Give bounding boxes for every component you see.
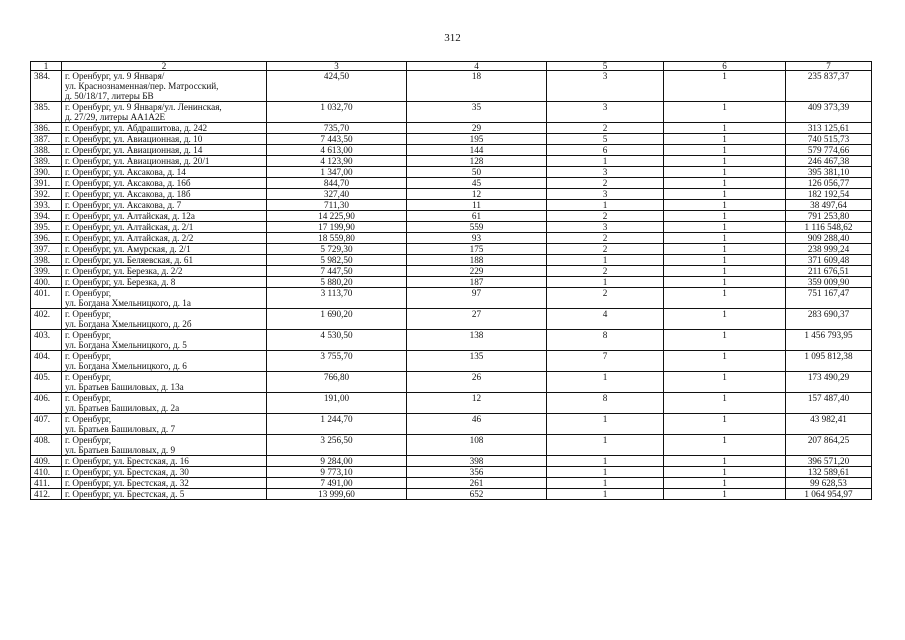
column-5-cell: 8 xyxy=(547,393,664,414)
address-cell xyxy=(62,178,267,189)
column-4-cell: 61 xyxy=(407,211,547,222)
column-header: 4 xyxy=(407,62,547,71)
column-3-cell: 424,50 xyxy=(267,71,407,102)
address-line: г. Оренбург, xyxy=(65,309,112,319)
column-5-cell: 1 xyxy=(547,467,664,478)
column-4-cell: 108 xyxy=(407,435,547,456)
address-cell xyxy=(62,233,267,244)
column-7-cell: 126 056,77 xyxy=(786,178,872,189)
address-cell xyxy=(62,478,267,489)
row-number-cell: 412. xyxy=(31,489,62,500)
address-cell xyxy=(62,123,267,134)
column-4-cell: 188 xyxy=(407,255,547,266)
address-line: г. Оренбург, ул. Березка, д. 2/2 xyxy=(65,266,183,276)
column-number-row xyxy=(31,62,872,71)
table-row xyxy=(31,489,872,500)
column-3-cell: 7 443,50 xyxy=(267,134,407,145)
column-7-cell: 1 456 793,95 xyxy=(786,330,872,351)
column-7-cell: 395 381,10 xyxy=(786,167,872,178)
column-7-cell: 371 609,48 xyxy=(786,255,872,266)
address-cell xyxy=(62,309,267,330)
address-cell xyxy=(62,414,267,435)
table-row xyxy=(31,467,872,478)
column-3-cell: 7 447,50 xyxy=(267,266,407,277)
column-4-cell: 29 xyxy=(407,123,547,134)
column-3-cell: 3 755,70 xyxy=(267,351,407,372)
table-row xyxy=(31,71,872,102)
row-number-cell: 402. xyxy=(31,309,62,330)
column-4-cell: 135 xyxy=(407,351,547,372)
row-number-cell: 389. xyxy=(31,156,62,167)
row-number-cell: 387. xyxy=(31,134,62,145)
column-3-cell: 1 032,70 xyxy=(267,102,407,123)
column-5-cell: 1 xyxy=(547,478,664,489)
table-row xyxy=(31,200,872,211)
row-number-cell: 400. xyxy=(31,277,62,288)
column-3-cell: 18 559,80 xyxy=(267,233,407,244)
address-cell xyxy=(62,288,267,309)
row-number-cell: 393. xyxy=(31,200,62,211)
row-number-cell: 384. xyxy=(31,71,62,102)
column-4-cell: 175 xyxy=(407,244,547,255)
column-7-cell: 359 009,90 xyxy=(786,277,872,288)
column-7-cell: 791 253,80 xyxy=(786,211,872,222)
column-6-cell: 1 xyxy=(664,255,786,266)
address-line: г. Оренбург, xyxy=(65,330,112,340)
column-4-cell: 652 xyxy=(407,489,547,500)
column-7-cell: 313 125,61 xyxy=(786,123,872,134)
address-line: г. Оренбург, ул. Брестская, д. 32 xyxy=(65,478,189,488)
column-6-cell: 1 xyxy=(664,233,786,244)
address-cell xyxy=(62,189,267,200)
table-row xyxy=(31,414,872,435)
address-cell xyxy=(62,167,267,178)
column-7-cell: 1 064 954,97 xyxy=(786,489,872,500)
column-4-cell: 398 xyxy=(407,456,547,467)
address-line: ул. Краснознаменная/пер. Матросский, xyxy=(65,81,219,91)
table-row xyxy=(31,277,872,288)
column-3-cell: 13 999,60 xyxy=(267,489,407,500)
column-3-cell: 4 530,50 xyxy=(267,330,407,351)
table-row xyxy=(31,167,872,178)
column-4-cell: 12 xyxy=(407,189,547,200)
column-4-cell: 144 xyxy=(407,145,547,156)
address-line: ул. Братьев Башиловых, д. 7 xyxy=(65,424,176,434)
column-5-cell: 4 xyxy=(547,309,664,330)
column-5-cell: 2 xyxy=(547,123,664,134)
row-number-cell: 408. xyxy=(31,435,62,456)
column-7-cell: 38 497,64 xyxy=(786,200,872,211)
row-number-cell: 409. xyxy=(31,456,62,467)
column-3-cell: 711,30 xyxy=(267,200,407,211)
column-5-cell: 1 xyxy=(547,372,664,393)
address-cell xyxy=(62,393,267,414)
address-cell xyxy=(62,372,267,393)
address-line: г. Оренбург, ул. Брестская, д. 5 xyxy=(65,489,185,499)
column-3-cell: 4 123,90 xyxy=(267,156,407,167)
column-3-cell: 735,70 xyxy=(267,123,407,134)
table-row xyxy=(31,233,872,244)
address-cell xyxy=(62,330,267,351)
column-6-cell: 1 xyxy=(664,167,786,178)
column-3-cell: 14 225,90 xyxy=(267,211,407,222)
column-5-cell: 1 xyxy=(547,489,664,500)
address-cell xyxy=(62,456,267,467)
column-6-cell: 1 xyxy=(664,145,786,156)
column-4-cell: 195 xyxy=(407,134,547,145)
column-7-cell: 283 690,37 xyxy=(786,309,872,330)
column-6-cell: 1 xyxy=(664,102,786,123)
row-number-cell: 398. xyxy=(31,255,62,266)
column-3-cell: 9 773,10 xyxy=(267,467,407,478)
column-7-cell: 1 095 812,38 xyxy=(786,351,872,372)
page-number: 312 xyxy=(444,32,461,44)
table-row xyxy=(31,435,872,456)
column-7-cell: 207 864,25 xyxy=(786,435,872,456)
row-number-cell: 385. xyxy=(31,102,62,123)
column-4-cell: 12 xyxy=(407,393,547,414)
address-cell xyxy=(62,244,267,255)
row-number-cell: 386. xyxy=(31,123,62,134)
address-line: г. Оренбург, xyxy=(65,435,112,445)
table-row xyxy=(31,222,872,233)
column-5-cell: 2 xyxy=(547,288,664,309)
column-4-cell: 261 xyxy=(407,478,547,489)
address-line: г. Оренбург, ул. Беляевская, д. 61 xyxy=(65,255,194,265)
column-7-cell: 909 288,40 xyxy=(786,233,872,244)
column-7-cell: 173 490,29 xyxy=(786,372,872,393)
column-4-cell: 18 xyxy=(407,71,547,102)
table-row xyxy=(31,244,872,255)
column-6-cell: 1 xyxy=(664,393,786,414)
address-cell xyxy=(62,71,267,102)
address-line: г. Оренбург, ул. Брестская, д. 16 xyxy=(65,456,189,466)
address-line: г. Оренбург, xyxy=(65,393,112,403)
address-line: г. Оренбург, ул. Алтайская, д. 2/1 xyxy=(65,222,194,232)
table-row xyxy=(31,102,872,123)
table-row xyxy=(31,145,872,156)
column-6-cell: 1 xyxy=(664,178,786,189)
column-6-cell: 1 xyxy=(664,435,786,456)
column-5-cell: 1 xyxy=(547,456,664,467)
column-3-cell: 17 199,90 xyxy=(267,222,407,233)
column-4-cell: 187 xyxy=(407,277,547,288)
table-row xyxy=(31,393,872,414)
column-3-cell: 191,00 xyxy=(267,393,407,414)
column-6-cell: 1 xyxy=(664,156,786,167)
address-line: д. 27/29, литеры АА1А2Е xyxy=(65,112,166,122)
address-line: ул. Богдана Хмельницкого, д. 6 xyxy=(65,361,187,371)
column-5-cell: 6 xyxy=(547,145,664,156)
column-4-cell: 128 xyxy=(407,156,547,167)
column-5-cell: 3 xyxy=(547,102,664,123)
address-line: г. Оренбург, ул. 9 Января/ xyxy=(65,71,165,81)
column-7-cell: 99 628,53 xyxy=(786,478,872,489)
column-3-cell: 844,70 xyxy=(267,178,407,189)
column-5-cell: 3 xyxy=(547,222,664,233)
column-5-cell: 8 xyxy=(547,330,664,351)
column-3-cell: 766,80 xyxy=(267,372,407,393)
column-4-cell: 45 xyxy=(407,178,547,189)
column-3-cell: 1 347,00 xyxy=(267,167,407,178)
column-3-cell: 9 284,00 xyxy=(267,456,407,467)
table-row xyxy=(31,156,872,167)
address-cell xyxy=(62,351,267,372)
column-6-cell: 1 xyxy=(664,467,786,478)
column-7-cell: 43 982,41 xyxy=(786,414,872,435)
row-number-cell: 404. xyxy=(31,351,62,372)
address-cell xyxy=(62,145,267,156)
column-6-cell: 1 xyxy=(664,244,786,255)
address-line: г. Оренбург, xyxy=(65,372,112,382)
address-line: г. Оренбург, ул. Аксакова, д. 16б xyxy=(65,178,191,188)
column-4-cell: 26 xyxy=(407,372,547,393)
column-header: 3 xyxy=(267,62,407,71)
column-6-cell: 1 xyxy=(664,309,786,330)
column-7-cell: 579 774,66 xyxy=(786,145,872,156)
column-5-cell: 1 xyxy=(547,414,664,435)
table-row xyxy=(31,288,872,309)
column-3-cell: 5 729,30 xyxy=(267,244,407,255)
table-row xyxy=(31,351,872,372)
row-number-cell: 392. xyxy=(31,189,62,200)
address-cell xyxy=(62,266,267,277)
column-3-cell: 3 256,50 xyxy=(267,435,407,456)
column-7-cell: 740 515,73 xyxy=(786,134,872,145)
row-number-cell: 388. xyxy=(31,145,62,156)
column-header: 7 xyxy=(786,62,872,71)
column-6-cell: 1 xyxy=(664,414,786,435)
address-line: д. 50/18/17, литеры БВ xyxy=(65,91,154,101)
table-row xyxy=(31,134,872,145)
address-cell xyxy=(62,200,267,211)
column-7-cell: 409 373,39 xyxy=(786,102,872,123)
column-3-cell: 3 113,70 xyxy=(267,288,407,309)
column-3-cell: 1 244,70 xyxy=(267,414,407,435)
column-header: 6 xyxy=(664,62,786,71)
address-cell xyxy=(62,277,267,288)
registry-table xyxy=(30,61,872,500)
row-number-cell: 390. xyxy=(31,167,62,178)
table-row xyxy=(31,178,872,189)
column-3-cell: 1 690,20 xyxy=(267,309,407,330)
address-line: ул. Богдана Хмельницкого, д. 5 xyxy=(65,340,187,350)
column-4-cell: 138 xyxy=(407,330,547,351)
address-line: ул. Братьев Башиловых, д. 2а xyxy=(65,403,180,413)
column-5-cell: 1 xyxy=(547,200,664,211)
row-number-cell: 411. xyxy=(31,478,62,489)
column-7-cell: 157 487,40 xyxy=(786,393,872,414)
column-5-cell: 1 xyxy=(547,277,664,288)
column-header: 1 xyxy=(31,62,62,71)
column-7-cell: 211 676,51 xyxy=(786,266,872,277)
column-5-cell: 1 xyxy=(547,156,664,167)
address-line: г. Оренбург, ул. Брестская, д. 30 xyxy=(65,467,189,477)
column-3-cell: 7 491,00 xyxy=(267,478,407,489)
row-number-cell: 397. xyxy=(31,244,62,255)
address-line: г. Оренбург, ул. Авиационная, д. 14 xyxy=(65,145,203,155)
column-3-cell: 4 613,00 xyxy=(267,145,407,156)
column-6-cell: 1 xyxy=(664,277,786,288)
column-4-cell: 356 xyxy=(407,467,547,478)
column-4-cell: 97 xyxy=(407,288,547,309)
row-number-cell: 396. xyxy=(31,233,62,244)
address-line: г. Оренбург, ул. Абдрашитова, д. 242 xyxy=(65,123,208,133)
column-6-cell: 1 xyxy=(664,200,786,211)
address-line: г. Оренбург, ул. 9 Января/ул. Ленинская, xyxy=(65,102,222,112)
column-6-cell: 1 xyxy=(664,134,786,145)
table-row xyxy=(31,255,872,266)
column-6-cell: 1 xyxy=(664,456,786,467)
column-4-cell: 50 xyxy=(407,167,547,178)
table-row xyxy=(31,330,872,351)
row-number-cell: 399. xyxy=(31,266,62,277)
column-7-cell: 246 467,38 xyxy=(786,156,872,167)
address-line: г. Оренбург, ул. Авиационная, д. 10 xyxy=(65,134,203,144)
column-5-cell: 2 xyxy=(547,211,664,222)
address-cell xyxy=(62,467,267,478)
row-number-cell: 401. xyxy=(31,288,62,309)
column-5-cell: 7 xyxy=(547,351,664,372)
column-7-cell: 182 192,54 xyxy=(786,189,872,200)
column-6-cell: 1 xyxy=(664,330,786,351)
table-row xyxy=(31,309,872,330)
column-header: 2 xyxy=(62,62,267,71)
row-number-cell: 403. xyxy=(31,330,62,351)
row-number-cell: 406. xyxy=(31,393,62,414)
column-6-cell: 1 xyxy=(664,71,786,102)
column-3-cell: 5 880,20 xyxy=(267,277,407,288)
address-line: г. Оренбург, ул. Алтайская, д. 2/2 xyxy=(65,233,194,243)
column-4-cell: 35 xyxy=(407,102,547,123)
column-5-cell: 2 xyxy=(547,233,664,244)
address-line: г. Оренбург, ул. Алтайская, д. 12а xyxy=(65,211,195,221)
address-line: ул. Богдана Хмельницкого, д. 2б xyxy=(65,319,192,329)
row-number-cell: 405. xyxy=(31,372,62,393)
column-5-cell: 3 xyxy=(547,189,664,200)
column-6-cell: 1 xyxy=(664,288,786,309)
column-5-cell: 2 xyxy=(547,178,664,189)
address-line: г. Оренбург, ул. Амурская, д. 2/1 xyxy=(65,244,191,254)
row-number-cell: 391. xyxy=(31,178,62,189)
column-4-cell: 559 xyxy=(407,222,547,233)
column-4-cell: 27 xyxy=(407,309,547,330)
row-number-cell: 394. xyxy=(31,211,62,222)
row-number-cell: 395. xyxy=(31,222,62,233)
address-cell xyxy=(62,134,267,145)
table-row xyxy=(31,372,872,393)
address-line: г. Оренбург, ул. Аксакова, д. 7 xyxy=(65,200,182,210)
address-line: г. Оренбург, xyxy=(65,288,112,298)
column-7-cell: 235 837,37 xyxy=(786,71,872,102)
column-6-cell: 1 xyxy=(664,222,786,233)
column-7-cell: 1 116 548,62 xyxy=(786,222,872,233)
column-6-cell: 1 xyxy=(664,478,786,489)
column-header: 5 xyxy=(547,62,664,71)
column-5-cell: 2 xyxy=(547,244,664,255)
address-line: г. Оренбург, xyxy=(65,351,112,361)
column-4-cell: 11 xyxy=(407,200,547,211)
column-3-cell: 5 982,50 xyxy=(267,255,407,266)
table-row xyxy=(31,211,872,222)
column-4-cell: 93 xyxy=(407,233,547,244)
address-line: ул. Братьев Башиловых, д. 13а xyxy=(65,382,184,392)
table-row xyxy=(31,189,872,200)
column-6-cell: 1 xyxy=(664,123,786,134)
column-5-cell: 1 xyxy=(547,435,664,456)
address-line: г. Оренбург, ул. Аксакова, д. 14 xyxy=(65,167,186,177)
address-cell xyxy=(62,489,267,500)
column-7-cell: 396 571,20 xyxy=(786,456,872,467)
address-line: ул. Богдана Хмельницкого, д. 1а xyxy=(65,298,191,308)
address-cell xyxy=(62,156,267,167)
column-5-cell: 5 xyxy=(547,134,664,145)
address-cell xyxy=(62,102,267,123)
address-line: г. Оренбург, ул. Аксакова, д. 18б xyxy=(65,189,191,199)
column-6-cell: 1 xyxy=(664,266,786,277)
column-5-cell: 3 xyxy=(547,71,664,102)
address-cell xyxy=(62,222,267,233)
column-6-cell: 1 xyxy=(664,372,786,393)
column-4-cell: 229 xyxy=(407,266,547,277)
address-line: г. Оренбург, ул. Авиационная, д. 20/1 xyxy=(65,156,210,166)
column-6-cell: 1 xyxy=(664,489,786,500)
address-cell xyxy=(62,255,267,266)
address-line: г. Оренбург, xyxy=(65,414,112,424)
column-6-cell: 1 xyxy=(664,351,786,372)
column-6-cell: 1 xyxy=(664,211,786,222)
address-line: ул. Братьев Башиловых, д. 9 xyxy=(65,445,176,455)
column-6-cell: 1 xyxy=(664,189,786,200)
column-3-cell: 327,40 xyxy=(267,189,407,200)
table-row xyxy=(31,123,872,134)
address-line: г. Оренбург, ул. Березка, д. 8 xyxy=(65,277,176,287)
column-7-cell: 751 167,47 xyxy=(786,288,872,309)
column-5-cell: 1 xyxy=(547,255,664,266)
row-number-cell: 407. xyxy=(31,414,62,435)
column-5-cell: 2 xyxy=(547,266,664,277)
table-row xyxy=(31,478,872,489)
address-cell xyxy=(62,211,267,222)
column-5-cell: 3 xyxy=(547,167,664,178)
address-cell xyxy=(62,435,267,456)
table-row xyxy=(31,456,872,467)
column-4-cell: 46 xyxy=(407,414,547,435)
column-7-cell: 132 589,61 xyxy=(786,467,872,478)
column-7-cell: 238 999,24 xyxy=(786,244,872,255)
table-row xyxy=(31,266,872,277)
row-number-cell: 410. xyxy=(31,467,62,478)
